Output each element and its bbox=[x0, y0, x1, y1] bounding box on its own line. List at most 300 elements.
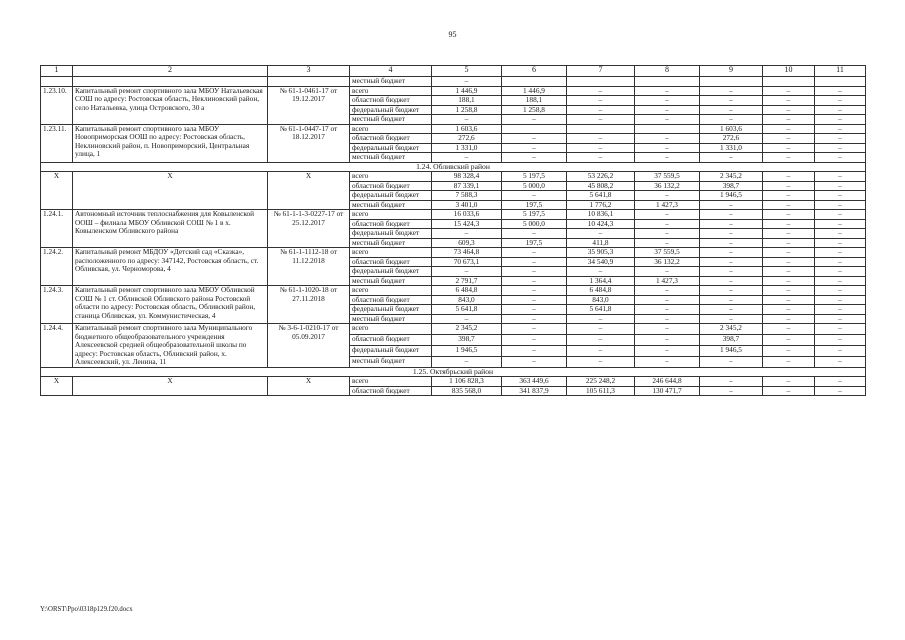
value-cell: – bbox=[635, 305, 700, 315]
value-cell bbox=[815, 77, 866, 87]
table-row bbox=[41, 248, 866, 258]
value-cell: 197,5 bbox=[502, 200, 567, 210]
section-title: 1.25. Октябрьский район bbox=[41, 367, 866, 377]
value-cell: 1 776,2 bbox=[567, 200, 635, 210]
column-header: 8 bbox=[635, 66, 700, 77]
value-cell: 843,0 bbox=[432, 295, 502, 305]
table-row bbox=[41, 172, 866, 182]
value-cell: – bbox=[700, 386, 763, 396]
table-row bbox=[41, 324, 866, 335]
value-cell: – bbox=[763, 324, 815, 335]
item-document: № 61-1-0447-17 от 18.12.2017 bbox=[268, 124, 350, 162]
value-cell: – bbox=[635, 286, 700, 296]
item-number: Х bbox=[41, 172, 73, 210]
value-cell: – bbox=[763, 181, 815, 191]
value-cell: 843,0 bbox=[567, 295, 635, 305]
value-cell: – bbox=[815, 191, 866, 201]
value-cell: 398,7 bbox=[700, 334, 763, 345]
value-cell: – bbox=[763, 267, 815, 277]
value-cell: – bbox=[567, 153, 635, 163]
value-cell: 363 449,6 bbox=[502, 377, 567, 387]
funding-category: областной бюджет bbox=[350, 219, 432, 229]
value-cell: 1 427,3 bbox=[635, 200, 700, 210]
section-row bbox=[41, 367, 866, 377]
funding-category: федеральный бюджет bbox=[350, 229, 432, 239]
value-cell: – bbox=[763, 377, 815, 387]
item-name: Х bbox=[73, 172, 268, 210]
value-cell: – bbox=[763, 238, 815, 248]
value-cell: 225 248,2 bbox=[567, 377, 635, 387]
value-cell bbox=[502, 77, 567, 87]
value-cell: – bbox=[815, 96, 866, 106]
budget-table bbox=[40, 65, 866, 396]
value-cell: – bbox=[635, 295, 700, 305]
value-cell: 1 946,5 bbox=[700, 191, 763, 201]
value-cell: – bbox=[815, 200, 866, 210]
value-cell: – bbox=[432, 314, 502, 324]
item-document: № 61-1-1112-18 от 11.12.2018 bbox=[268, 248, 350, 286]
value-cell: – bbox=[635, 105, 700, 115]
value-cell: 130 471,7 bbox=[635, 386, 700, 396]
item-document: № 61-1-0461-17 от 19.12.2017 bbox=[268, 86, 350, 124]
section-row bbox=[41, 162, 866, 172]
value-cell: – bbox=[815, 324, 866, 335]
value-cell: – bbox=[567, 356, 635, 367]
value-cell: – bbox=[502, 345, 567, 356]
value-cell: – bbox=[567, 229, 635, 239]
funding-category: местный бюджет bbox=[350, 314, 432, 324]
value-cell: – bbox=[815, 377, 866, 387]
value-cell: – bbox=[815, 334, 866, 345]
value-cell: 272,6 bbox=[700, 134, 763, 144]
value-cell: 1 331,0 bbox=[432, 143, 502, 153]
value-cell: 5 000,0 bbox=[502, 181, 567, 191]
value-cell: 5 000,0 bbox=[502, 219, 567, 229]
value-cell: – bbox=[502, 334, 567, 345]
value-cell: – bbox=[763, 345, 815, 356]
value-cell: – bbox=[700, 115, 763, 125]
table-row bbox=[41, 124, 866, 134]
value-cell: – bbox=[763, 210, 815, 220]
value-cell: 398,7 bbox=[700, 181, 763, 191]
funding-category: местный бюджет bbox=[350, 238, 432, 248]
value-cell: 272,6 bbox=[432, 134, 502, 144]
value-cell: 73 464,8 bbox=[432, 248, 502, 258]
value-cell: – bbox=[700, 105, 763, 115]
funding-category: федеральный бюджет bbox=[350, 267, 432, 277]
value-cell: – bbox=[502, 356, 567, 367]
value-cell: – bbox=[700, 276, 763, 286]
value-cell: 5 197,5 bbox=[502, 210, 567, 220]
value-cell: 2 791,7 bbox=[432, 276, 502, 286]
value-cell: – bbox=[700, 210, 763, 220]
value-cell: – bbox=[567, 115, 635, 125]
value-cell: 98 328,4 bbox=[432, 172, 502, 182]
value-cell: – bbox=[763, 248, 815, 258]
value-cell: – bbox=[567, 134, 635, 144]
value-cell: 1 331,0 bbox=[700, 143, 763, 153]
value-cell: 609,3 bbox=[432, 238, 502, 248]
value-cell: – bbox=[700, 305, 763, 315]
item-document: № 61-1-1020-18 от 27.11.2018 bbox=[268, 286, 350, 324]
value-cell: 45 808,2 bbox=[567, 181, 635, 191]
value-cell: – bbox=[635, 115, 700, 125]
value-cell: – bbox=[502, 324, 567, 335]
value-cell: 87 339,1 bbox=[432, 181, 502, 191]
value-cell bbox=[502, 124, 567, 134]
value-cell: – bbox=[763, 219, 815, 229]
value-cell: – bbox=[502, 248, 567, 258]
value-cell: – bbox=[502, 286, 567, 296]
item-number: 1.23.11. bbox=[41, 124, 73, 162]
empty-cell bbox=[41, 77, 73, 87]
header-row bbox=[41, 66, 866, 77]
value-cell: – bbox=[815, 345, 866, 356]
funding-category: областной бюджет bbox=[350, 96, 432, 106]
value-cell: 36 132,2 bbox=[635, 257, 700, 267]
value-cell: 37 559,5 bbox=[635, 248, 700, 258]
value-cell: – bbox=[635, 267, 700, 277]
funding-category: всего bbox=[350, 172, 432, 182]
section-title: 1.24. Обливский район bbox=[41, 162, 866, 172]
column-header: 11 bbox=[815, 66, 866, 77]
value-cell: – bbox=[815, 295, 866, 305]
value-cell: 1 603,6 bbox=[432, 124, 502, 134]
column-header: 4 bbox=[350, 66, 432, 77]
item-name: Капитальный ремонт спортивного зала Муниципального бюджетного общеобразовательного учреждения Алексеевской средней общеобразовательной школы по адресу: Ростовская область, Обливский район, х. Алексеевский, ул. Ленина, 11 bbox=[73, 324, 268, 368]
item-number: Х bbox=[41, 377, 73, 396]
page-number: 95 bbox=[448, 30, 457, 39]
value-cell: 7 588,3 bbox=[432, 191, 502, 201]
column-header: 5 bbox=[432, 66, 502, 77]
value-cell: – bbox=[763, 96, 815, 106]
table-row bbox=[41, 210, 866, 220]
funding-category: федеральный бюджет bbox=[350, 105, 432, 115]
value-cell: 10 424,3 bbox=[567, 219, 635, 229]
funding-category: всего bbox=[350, 377, 432, 387]
value-cell: – bbox=[763, 105, 815, 115]
value-cell: – bbox=[567, 345, 635, 356]
value-cell: – bbox=[763, 314, 815, 324]
item-number: 1.24.1. bbox=[41, 210, 73, 248]
value-cell: – bbox=[502, 267, 567, 277]
funding-category: областной бюджет bbox=[350, 134, 432, 144]
funding-category: местный бюджет bbox=[350, 200, 432, 210]
value-cell: – bbox=[815, 276, 866, 286]
value-cell: – bbox=[432, 356, 502, 367]
value-cell: – bbox=[815, 219, 866, 229]
value-cell: 37 559,5 bbox=[635, 172, 700, 182]
funding-category: областной бюджет bbox=[350, 386, 432, 396]
value-cell: – bbox=[502, 191, 567, 201]
funding-category: всего bbox=[350, 248, 432, 258]
item-name: Капитальный ремонт спортивного зала МБОУ Обливской СОШ № 1 ст. Обливской Обливского района Ростовской области по адресу: Ростовская область, Обливский район, станица Обливская, ул. Коммунистическая, 4 bbox=[73, 286, 268, 324]
funding-category: всего bbox=[350, 210, 432, 220]
value-cell: 188,1 bbox=[502, 96, 567, 106]
budget-table-container bbox=[40, 65, 865, 396]
value-cell: – bbox=[700, 356, 763, 367]
funding-category: областной бюджет bbox=[350, 334, 432, 345]
table-row bbox=[41, 377, 866, 387]
value-cell: – bbox=[432, 77, 502, 87]
table-row bbox=[41, 86, 866, 96]
value-cell: 16 033,6 bbox=[432, 210, 502, 220]
value-cell: – bbox=[815, 238, 866, 248]
footer-file-path: Y:\ORST\Ppo\0318p129.f20.docx bbox=[40, 606, 133, 613]
item-number: 1.24.3. bbox=[41, 286, 73, 324]
value-cell: – bbox=[567, 96, 635, 106]
value-cell: – bbox=[502, 295, 567, 305]
value-cell: 35 905,3 bbox=[567, 248, 635, 258]
funding-category: федеральный бюджет bbox=[350, 143, 432, 153]
value-cell: – bbox=[567, 105, 635, 115]
value-cell: 70 673,1 bbox=[432, 257, 502, 267]
value-cell: 1 446,9 bbox=[432, 86, 502, 96]
value-cell: – bbox=[815, 143, 866, 153]
value-cell: 1 427,3 bbox=[635, 276, 700, 286]
value-cell: 6 484,8 bbox=[432, 286, 502, 296]
value-cell: 1 946,5 bbox=[700, 345, 763, 356]
value-cell: – bbox=[763, 115, 815, 125]
value-cell: 36 132,2 bbox=[635, 181, 700, 191]
value-cell: 246 644,8 bbox=[635, 377, 700, 387]
value-cell: – bbox=[502, 143, 567, 153]
value-cell: – bbox=[763, 124, 815, 134]
column-header: 2 bbox=[73, 66, 268, 77]
value-cell: – bbox=[700, 257, 763, 267]
value-cell: – bbox=[502, 115, 567, 125]
funding-category: всего bbox=[350, 124, 432, 134]
value-cell: 1 106 828,3 bbox=[432, 377, 502, 387]
item-number: 1.24.4. bbox=[41, 324, 73, 368]
value-cell: – bbox=[763, 295, 815, 305]
value-cell: 835 568,0 bbox=[432, 386, 502, 396]
value-cell: – bbox=[815, 286, 866, 296]
value-cell: 2 345,2 bbox=[700, 324, 763, 335]
value-cell: – bbox=[567, 314, 635, 324]
value-cell: – bbox=[502, 257, 567, 267]
value-cell: 1 946,5 bbox=[432, 345, 502, 356]
funding-category: всего bbox=[350, 324, 432, 335]
value-cell: – bbox=[700, 86, 763, 96]
funding-category: федеральный бюджет bbox=[350, 191, 432, 201]
funding-category: местный бюджет bbox=[350, 356, 432, 367]
value-cell: – bbox=[567, 334, 635, 345]
value-cell: – bbox=[815, 267, 866, 277]
column-header: 1 bbox=[41, 66, 73, 77]
value-cell: – bbox=[815, 248, 866, 258]
value-cell: 1 603,6 bbox=[700, 124, 763, 134]
table-row bbox=[41, 77, 866, 87]
value-cell: – bbox=[567, 143, 635, 153]
value-cell: 398,7 bbox=[432, 334, 502, 345]
value-cell: – bbox=[502, 153, 567, 163]
value-cell bbox=[567, 124, 635, 134]
value-cell: 5 197,5 bbox=[502, 172, 567, 182]
value-cell: 1 364,4 bbox=[567, 276, 635, 286]
value-cell: 2 345,2 bbox=[700, 172, 763, 182]
value-cell: – bbox=[763, 257, 815, 267]
value-cell: 34 540,9 bbox=[567, 257, 635, 267]
value-cell: – bbox=[763, 172, 815, 182]
value-cell: – bbox=[763, 153, 815, 163]
column-header: 6 bbox=[502, 66, 567, 77]
item-document: Х bbox=[268, 377, 350, 396]
funding-category: местный бюджет bbox=[350, 115, 432, 125]
value-cell: – bbox=[700, 238, 763, 248]
value-cell: – bbox=[635, 96, 700, 106]
value-cell: – bbox=[763, 305, 815, 315]
value-cell: – bbox=[635, 191, 700, 201]
item-name: Х bbox=[73, 377, 268, 396]
column-header: 10 bbox=[763, 66, 815, 77]
value-cell: – bbox=[432, 115, 502, 125]
value-cell: 53 226,2 bbox=[567, 172, 635, 182]
item-number: 1.24.2. bbox=[41, 248, 73, 286]
value-cell: – bbox=[700, 267, 763, 277]
value-cell: – bbox=[815, 181, 866, 191]
value-cell: 197,5 bbox=[502, 238, 567, 248]
value-cell: – bbox=[815, 115, 866, 125]
value-cell: – bbox=[635, 324, 700, 335]
value-cell: 5 641,8 bbox=[567, 305, 635, 315]
value-cell: 105 611,3 bbox=[567, 386, 635, 396]
value-cell: 411,8 bbox=[567, 238, 635, 248]
value-cell: – bbox=[815, 105, 866, 115]
value-cell: – bbox=[700, 295, 763, 305]
value-cell: – bbox=[700, 229, 763, 239]
item-document: № 3-6-1-0210-17 от 05.09.2017 bbox=[268, 324, 350, 368]
empty-cell bbox=[268, 77, 350, 87]
value-cell: – bbox=[635, 86, 700, 96]
value-cell bbox=[635, 77, 700, 87]
value-cell: – bbox=[502, 305, 567, 315]
item-number: 1.23.10. bbox=[41, 86, 73, 124]
item-document: № 61-1-1-3-0227-17 от 25.12.2017 bbox=[268, 210, 350, 248]
value-cell bbox=[763, 77, 815, 87]
funding-category: федеральный бюджет bbox=[350, 345, 432, 356]
value-cell: 6 484,8 bbox=[567, 286, 635, 296]
value-cell: – bbox=[763, 229, 815, 239]
value-cell: – bbox=[700, 96, 763, 106]
value-cell bbox=[700, 77, 763, 87]
value-cell: – bbox=[700, 377, 763, 387]
value-cell: – bbox=[700, 314, 763, 324]
value-cell: – bbox=[815, 124, 866, 134]
value-cell: – bbox=[763, 86, 815, 96]
value-cell: – bbox=[432, 153, 502, 163]
value-cell: – bbox=[763, 143, 815, 153]
funding-category: всего bbox=[350, 86, 432, 96]
value-cell: – bbox=[763, 386, 815, 396]
funding-category: местный бюджет bbox=[350, 276, 432, 286]
value-cell: 1 446,9 bbox=[502, 86, 567, 96]
table-row bbox=[41, 286, 866, 296]
value-cell: – bbox=[815, 210, 866, 220]
value-cell bbox=[567, 77, 635, 87]
value-cell: – bbox=[700, 248, 763, 258]
value-cell: – bbox=[700, 286, 763, 296]
value-cell: 15 424,3 bbox=[432, 219, 502, 229]
value-cell: – bbox=[815, 86, 866, 96]
value-cell: – bbox=[635, 143, 700, 153]
value-cell: – bbox=[815, 356, 866, 367]
funding-category: федеральный бюджет bbox=[350, 305, 432, 315]
value-cell: 2 345,2 bbox=[432, 324, 502, 335]
item-name: Автономный источник теплоснабжения для Ковыленской ООШ – филиала МБОУ Обливской СОШ № 1 в х. Ковыленском Обливского района bbox=[73, 210, 268, 248]
value-cell: – bbox=[763, 286, 815, 296]
value-cell: – bbox=[763, 276, 815, 286]
value-cell: – bbox=[635, 153, 700, 163]
column-header: 9 bbox=[700, 66, 763, 77]
value-cell: – bbox=[432, 229, 502, 239]
value-cell: – bbox=[815, 153, 866, 163]
value-cell: – bbox=[567, 86, 635, 96]
funding-category: местный бюджет bbox=[350, 77, 432, 87]
value-cell: 1 258,8 bbox=[432, 105, 502, 115]
item-name: Капитальный ремонт спортивного зала МБОУ Новоприморская ООШ по адресу: Ростовская область, Неклиновский район, п. Новоприморский, Центральная улица, 1 bbox=[73, 124, 268, 162]
value-cell: – bbox=[763, 356, 815, 367]
value-cell: 341 837,9 bbox=[502, 386, 567, 396]
value-cell: 5 641,8 bbox=[432, 305, 502, 315]
value-cell: – bbox=[502, 229, 567, 239]
value-cell: – bbox=[763, 191, 815, 201]
value-cell bbox=[635, 124, 700, 134]
value-cell: 10 836,1 bbox=[567, 210, 635, 220]
item-document: Х bbox=[268, 172, 350, 210]
value-cell: – bbox=[763, 134, 815, 144]
value-cell: – bbox=[635, 229, 700, 239]
item-name: Капитальный ремонт МБДОУ «Детский сад «Сказка», расположенного по адресу: 347142, Ростовская область, ст. Обливская, ул. Черноморова, 4 bbox=[73, 248, 268, 286]
value-cell: – bbox=[635, 134, 700, 144]
value-cell: – bbox=[567, 324, 635, 335]
column-header: 7 bbox=[567, 66, 635, 77]
funding-category: местный бюджет bbox=[350, 153, 432, 163]
value-cell: – bbox=[635, 219, 700, 229]
value-cell: – bbox=[815, 305, 866, 315]
value-cell: – bbox=[700, 153, 763, 163]
value-cell: – bbox=[635, 238, 700, 248]
value-cell: – bbox=[815, 229, 866, 239]
empty-cell bbox=[73, 77, 268, 87]
value-cell: – bbox=[763, 334, 815, 345]
value-cell: – bbox=[815, 172, 866, 182]
value-cell: 3 401,0 bbox=[432, 200, 502, 210]
value-cell: – bbox=[502, 134, 567, 144]
value-cell: – bbox=[815, 314, 866, 324]
funding-category: всего bbox=[350, 286, 432, 296]
column-header: 3 bbox=[268, 66, 350, 77]
value-cell: – bbox=[635, 345, 700, 356]
value-cell: – bbox=[502, 276, 567, 286]
value-cell: – bbox=[502, 314, 567, 324]
value-cell: – bbox=[815, 257, 866, 267]
value-cell: – bbox=[815, 134, 866, 144]
item-name: Капитальный ремонт спортивного зала МБОУ Натальевская СОШ по адресу: Ростовская область, Неклиновский район, село Натальевка, улица Островского, 30 а bbox=[73, 86, 268, 124]
value-cell: – bbox=[700, 219, 763, 229]
funding-category: областной бюджет bbox=[350, 181, 432, 191]
value-cell: 5 641,8 bbox=[567, 191, 635, 201]
value-cell: – bbox=[763, 200, 815, 210]
funding-category: областной бюджет bbox=[350, 295, 432, 305]
value-cell: – bbox=[635, 210, 700, 220]
value-cell: – bbox=[567, 267, 635, 277]
value-cell: – bbox=[432, 267, 502, 277]
value-cell: – bbox=[635, 356, 700, 367]
value-cell: 188,1 bbox=[432, 96, 502, 106]
value-cell: – bbox=[635, 334, 700, 345]
funding-category: областной бюджет bbox=[350, 257, 432, 267]
